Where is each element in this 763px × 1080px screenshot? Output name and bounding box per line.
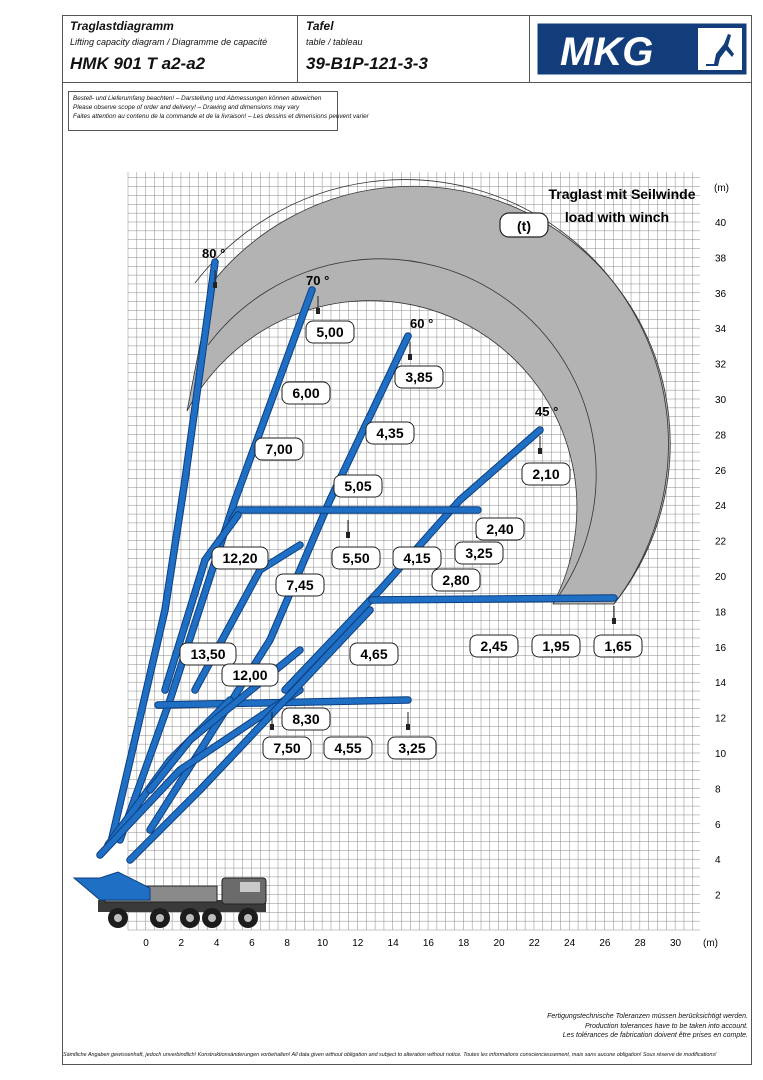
note-en: Please observe scope of order and delivery! – Drawing and dimensions may vary [73,104,300,111]
y-tick-label: 16 [715,642,727,654]
x-tick-label: 30 [669,938,682,949]
x-tick-label: 18 [458,938,470,949]
table-label-en-fr: table / tableau [306,37,363,47]
load-label: 7,50 [273,740,301,756]
model-name: HMK 901 T a2-a2 [70,54,206,73]
y-tick-label: 36 [715,288,727,300]
load-label: 4,65 [360,646,388,662]
y-tick-label: 24 [715,501,727,513]
angle-80: 80 ° [202,246,226,261]
y-tick-label: 12 [715,713,727,725]
x-tick-label: 12 [352,938,364,949]
wheel-hub [186,914,194,922]
y-tick-label: 40 [715,218,727,229]
load-label: 8,30 [292,711,320,727]
load-label: 6,00 [292,385,320,401]
legend-line2: load with winch [564,209,670,225]
y-tick-label: 20 [715,572,727,583]
logo-text: MKG [560,30,654,74]
x-tick-label: 20 [493,938,505,949]
note-fr: Faites attention au contenu de la commande et de la livraison! – Les dessins et dimensions peuvent varier [73,113,369,120]
load-label: 5,05 [344,478,372,494]
hook-icon [346,532,350,538]
load-label: 7,00 [265,441,293,457]
hook-icon [406,724,410,730]
y-tick-label: 30 [715,395,727,406]
load-label: 1,95 [542,638,570,654]
y-tick-label: 10 [715,749,727,760]
y-tick-label: 4 [715,855,721,867]
x-tick-label: 22 [528,938,540,949]
load-label: 2,80 [442,572,470,588]
table-number: 39-B1P-121-3-3 [306,54,428,73]
hook-icon [316,308,320,314]
y-axis-unit: (m) [714,183,729,194]
tolerance-en: Production tolerances have to be taken into account. [584,1022,748,1030]
load-label: 1,65 [604,638,632,654]
x-tick-label: 24 [564,938,576,949]
load-label: 7,45 [286,577,314,593]
working-range-zone [187,186,670,604]
hook-icon [408,354,412,360]
unit-badge: (t) [517,218,531,234]
load-label: 3,85 [405,369,433,385]
load-label: 2,10 [532,466,560,482]
load-label: 3,25 [398,740,426,756]
angle-60: 60 ° [410,316,434,331]
load-label: 12,00 [232,667,268,683]
truck-window [240,882,260,892]
hook-icon [538,448,542,454]
y-tick-label: 32 [715,359,727,371]
x-tick-label: 16 [422,938,434,949]
y-tick-label: 14 [715,678,727,690]
load-label: 13,50 [190,646,226,662]
hook-icon [612,618,616,624]
y-tick-label: 22 [715,536,727,548]
y-tick-label: 38 [715,253,727,265]
y-tick-label: 6 [715,819,721,831]
y-tick-label: 18 [715,607,727,619]
wheel-hub [114,914,122,922]
y-tick-label: 28 [715,430,727,442]
x-tick-label: 2 [178,938,185,949]
title-en-fr: Lifting capacity diagram / Diagramme de capacité [70,37,268,47]
platform-basket [74,872,150,900]
wheel-hub [156,914,164,922]
note-de: Bestell- und Lieferumfang beachten! – Darstellung und Abmessungen können abweichen [73,95,322,102]
x-axis-unit: (m) [703,938,718,949]
x-tick-label: 10 [316,938,329,949]
x-tick-label: 0 [143,938,149,949]
x-tick-label: 14 [387,938,399,949]
load-label: 2,40 [486,521,514,537]
x-tick-label: 8 [284,938,290,949]
hook-icon [270,724,274,730]
load-label: 12,20 [222,550,258,566]
tolerance-fr: Les tolérances de fabrication doivent être prises en compte. [562,1032,748,1039]
load-label: 4,15 [403,550,431,566]
tolerance-de: Fertigungstechnische Toleranzen müssen berücksichtigt werden. [547,1013,748,1020]
legend-line1: Traglast mit Seilwinde [548,186,696,202]
load-label: 2,45 [480,638,508,654]
wheel-hub [208,914,216,922]
x-tick-label: 4 [213,938,220,949]
footer-disclaimer: Sämtliche Angaben gewissenhaft, jedoch unverbindlich! Konstruktionsänderungen vorbehalten! All data given without obligation and subject to alteration without notice. Toutes les informations consciencieusement, mais sans aucune obligation! Sous réserve de modifications! [63,1052,717,1058]
tolerance-notes [540,1012,748,1041]
y-tick-label: 26 [715,465,727,477]
boom-segment [372,598,614,600]
x-tick-label: 26 [599,938,611,949]
boom-segment [130,610,370,860]
angle-70: 70 ° [306,273,330,288]
y-tick-label: 34 [715,324,727,336]
table-label-de: Tafel [306,19,334,33]
y-tick-label: 8 [715,784,721,796]
x-tick-label: 28 [634,938,646,949]
wheel-hub [244,914,252,922]
title-de: Traglastdiagramm [70,19,174,33]
load-label: 4,55 [334,740,362,756]
load-label: 3,25 [465,545,493,561]
hook-icon [213,282,217,288]
load-label: 5,50 [342,550,370,566]
truck [74,872,266,928]
angle-45: 45 ° [535,404,559,419]
load-label: 5,00 [316,324,344,340]
x-tick-label: 6 [249,938,255,949]
y-tick-label: 2 [715,890,721,902]
load-label: 4,35 [376,425,404,441]
